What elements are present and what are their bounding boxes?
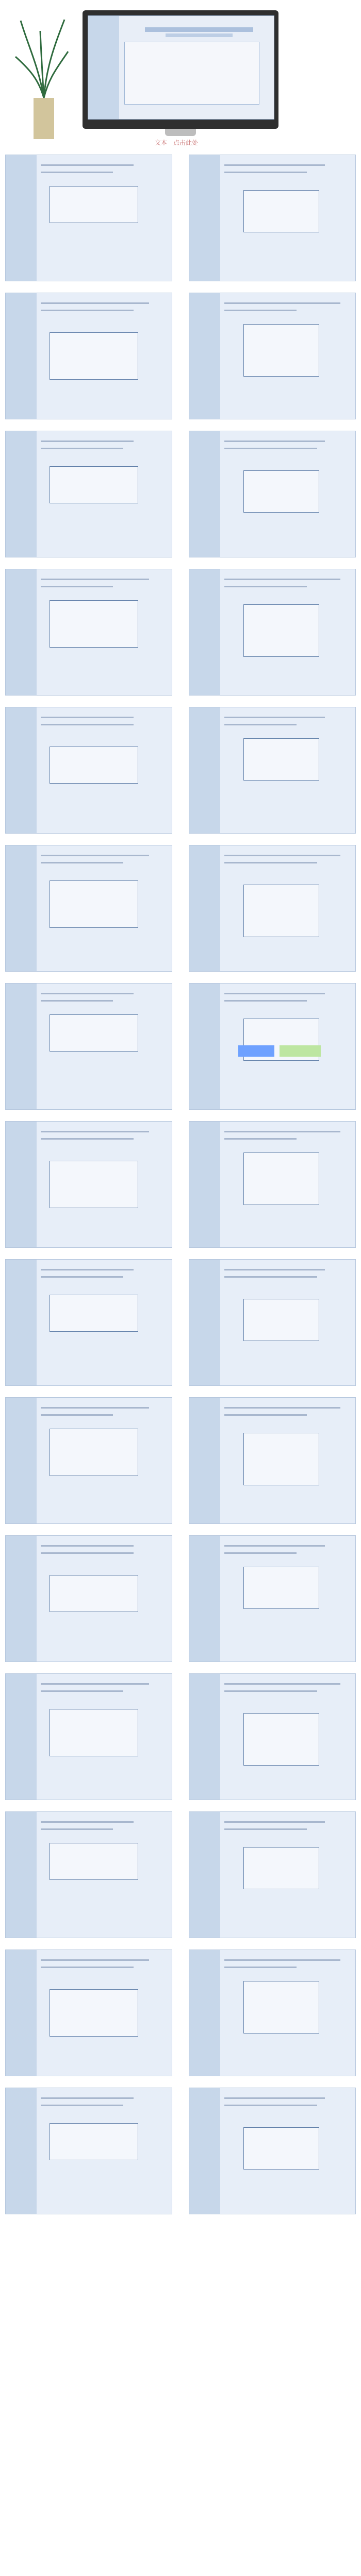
slide-thumbnail: [5, 1811, 172, 1938]
slide-thumbnail: [5, 2088, 172, 2214]
slide-diagram-box: [50, 1295, 138, 1332]
slide-diagram-box: [50, 1429, 138, 1476]
slide-text-line: [224, 302, 340, 304]
slide-diagram-box: [243, 604, 319, 657]
slide-diagram-box: [243, 1567, 319, 1609]
slide-text-line: [224, 1138, 297, 1140]
slide-text-line: [41, 440, 134, 442]
slide-text-line: [41, 1414, 113, 1416]
slide-highlight: [280, 1045, 321, 1057]
slide-text-line: [41, 1683, 149, 1685]
slide-text-line: [41, 172, 113, 173]
slide-diagram-box: [50, 466, 138, 503]
slide-text-line: [41, 579, 149, 580]
slide-diagram-box: [243, 1153, 319, 1205]
slide-text-line: [41, 448, 123, 449]
slide-text-line: [224, 862, 317, 863]
slide-text-line: [41, 302, 149, 304]
slide-text-line: [41, 1131, 149, 1132]
slide-diagram-box: [50, 880, 138, 928]
slide-text-line: [224, 2105, 317, 2106]
slide-diagram-box: [50, 1843, 138, 1880]
slide-diagram-box: [243, 324, 319, 377]
slide-text-line: [41, 1138, 134, 1140]
slide-thumbnail: [189, 1811, 356, 1938]
slide-text-line: [224, 1131, 340, 1132]
slide-highlight: [238, 1045, 274, 1057]
slide-thumbnail: [5, 1950, 172, 2076]
slide-text-line: [224, 1269, 325, 1270]
slide-text-line: [224, 993, 325, 994]
slide-text-line: [224, 172, 307, 173]
slide-diagram-box: [243, 190, 319, 232]
slide-diagram-box: [243, 738, 319, 781]
slide-thumbnail: [5, 293, 172, 419]
slide-text-line: [41, 1967, 134, 1968]
slide-diagram-box: [243, 1847, 319, 1889]
slide-thumbnail: [189, 1397, 356, 1524]
slide-thumbnail: [5, 845, 172, 972]
slide-diagram-box: [50, 332, 138, 380]
slide-thumbnail: [5, 569, 172, 696]
slide-diagram-box: [50, 600, 138, 648]
slide-text-line: [41, 724, 134, 725]
slide-diagram-box: [50, 1575, 138, 1612]
slide-thumbnail: [5, 431, 172, 557]
hero-caption: 文本 点击此处: [155, 139, 199, 146]
slide-thumbnail: [5, 1259, 172, 1386]
slide-text-line: [41, 862, 123, 863]
slide-diagram-box: [243, 885, 319, 937]
slide-thumbnail: [189, 293, 356, 419]
slide-thumbnail: [189, 1259, 356, 1386]
slide-thumbnail: [5, 1673, 172, 1800]
slide-thumbnail: [5, 1121, 172, 1248]
slide-text-line: [224, 855, 340, 856]
slide-text-line: [41, 164, 134, 166]
slide-thumbnail: [189, 707, 356, 834]
monitor-screen: [88, 15, 274, 120]
slide-text-line: [41, 1828, 113, 1830]
slide-text-line: [41, 1690, 123, 1692]
slide-text-line: [41, 586, 113, 587]
slide-text-line: [224, 717, 325, 718]
slide-diagram-box: [243, 1981, 319, 2033]
slide-thumbnail: [189, 1121, 356, 1248]
slide-diagram-box: [243, 1713, 319, 1766]
slide-diagram-box: [243, 2127, 319, 2170]
plant-illustration: [10, 10, 72, 144]
slide-thumbnail: [189, 1673, 356, 1800]
slide-text-line: [224, 448, 317, 449]
slide-text-line: [41, 2105, 123, 2106]
slide-diagram-box: [50, 1709, 138, 1756]
slide-text-line: [224, 724, 297, 725]
slide-text-line: [224, 1959, 340, 1961]
slide-text-line: [224, 586, 307, 587]
slide-text-line: [41, 1821, 134, 1823]
slide-text-line: [224, 440, 325, 442]
slide-thumbnail: [5, 1397, 172, 1524]
slide-thumbnail: [189, 569, 356, 696]
slide-text-line: [41, 1552, 134, 1554]
slide-text-line: [224, 1545, 325, 1547]
slide-diagram-box: [50, 1161, 138, 1208]
slide-diagram-box: [50, 186, 138, 223]
slide-text-line: [224, 1967, 297, 1968]
slide-text-line: [41, 855, 149, 856]
slide-thumbnail: [5, 983, 172, 1110]
slide-text-line: [224, 579, 340, 580]
slide-diagram-box: [50, 2123, 138, 2160]
slide-text-line: [224, 1828, 307, 1830]
slide-diagram-box: [50, 1014, 138, 1052]
slide-thumbnail: [189, 983, 356, 1110]
slide-text-line: [41, 1000, 113, 1002]
slide-thumbnail: [189, 2088, 356, 2214]
slide-text-line: [224, 2097, 325, 2099]
slide-thumbnail: [5, 1535, 172, 1662]
monitor-stand: [165, 129, 196, 136]
slide-thumbnail: [189, 1535, 356, 1662]
slide-text-line: [224, 1552, 297, 1554]
slide-text-line: [41, 1545, 134, 1547]
slide-text-line: [41, 717, 134, 718]
hero-area: [0, 0, 361, 155]
slide-text-line: [41, 310, 134, 311]
slide-text-line: [224, 1414, 307, 1416]
slide-text-line: [41, 993, 134, 994]
slide-diagram-box: [243, 470, 319, 513]
slide-text-line: [224, 1000, 307, 1002]
slide-diagram-box: [243, 1299, 319, 1341]
slide-text-line: [41, 1276, 123, 1278]
slide-text-line: [41, 2097, 134, 2099]
slide-diagram-box: [243, 1433, 319, 1485]
slide-text-line: [41, 1959, 149, 1961]
slide-thumbnail: [5, 155, 172, 281]
slide-text-line: [224, 1276, 317, 1278]
slide-text-line: [41, 1269, 134, 1270]
slide-text-line: [224, 1690, 317, 1692]
slide-diagram-box: [50, 1989, 138, 2037]
slide-text-line: [224, 164, 325, 166]
slide-thumbnail: [189, 431, 356, 557]
slide-text-line: [41, 1407, 149, 1409]
slide-text-line: [224, 1683, 340, 1685]
slide-text-line: [224, 1407, 340, 1409]
slide-text-line: [224, 1821, 325, 1823]
slide-diagram-box: [50, 747, 138, 784]
slide-thumbnail: [189, 155, 356, 281]
slide-text-line: [224, 310, 297, 311]
slide-thumbnail: [189, 845, 356, 972]
slide-thumbnail: [5, 707, 172, 834]
slide-thumbnail: [189, 1950, 356, 2076]
monitor: [83, 10, 278, 129]
